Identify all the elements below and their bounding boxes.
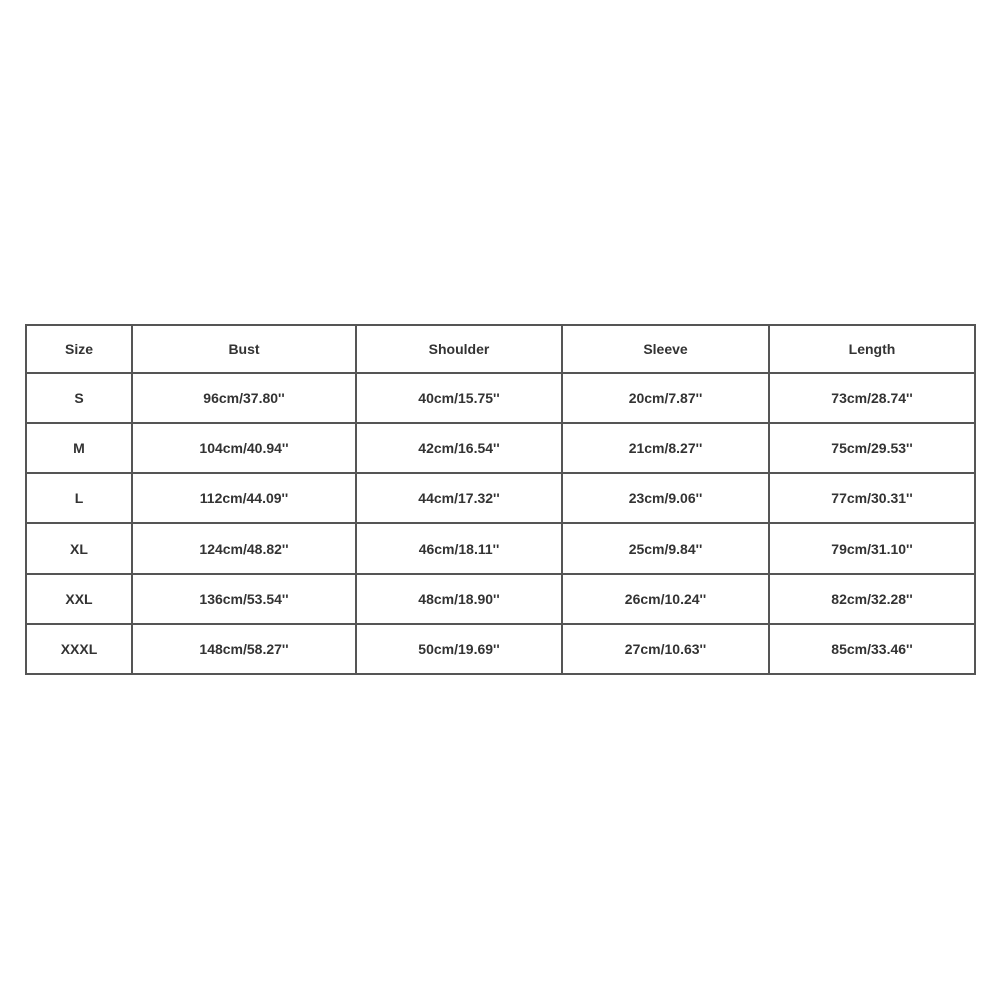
cell-shoulder: 46cm/18.11'' <box>356 523 562 573</box>
cell-bust: 96cm/37.80'' <box>132 373 356 423</box>
cell-shoulder: 48cm/18.90'' <box>356 574 562 624</box>
cell-shoulder: 42cm/16.54'' <box>356 423 562 473</box>
cell-size: XXL <box>26 574 132 624</box>
table-row <box>26 373 975 423</box>
cell-length: 75cm/29.53'' <box>769 423 975 473</box>
cell-bust: 124cm/48.82'' <box>132 523 356 573</box>
cell-bust: 136cm/53.54'' <box>132 574 356 624</box>
cell-bust: 148cm/58.27'' <box>132 624 356 674</box>
cell-size: L <box>26 473 132 523</box>
cell-size: XXXL <box>26 624 132 674</box>
cell-length: 85cm/33.46'' <box>769 624 975 674</box>
cell-size: M <box>26 423 132 473</box>
cell-shoulder: 44cm/17.32'' <box>356 473 562 523</box>
header-shoulder: Shoulder <box>356 325 562 373</box>
header-length: Length <box>769 325 975 373</box>
header-sleeve: Sleeve <box>562 325 769 373</box>
cell-length: 82cm/32.28'' <box>769 574 975 624</box>
cell-shoulder: 50cm/19.69'' <box>356 624 562 674</box>
table-row <box>26 624 975 674</box>
cell-sleeve: 25cm/9.84'' <box>562 523 769 573</box>
cell-sleeve: 23cm/9.06'' <box>562 473 769 523</box>
cell-sleeve: 20cm/7.87'' <box>562 373 769 423</box>
cell-length: 73cm/28.74'' <box>769 373 975 423</box>
table-row <box>26 574 975 624</box>
cell-sleeve: 21cm/8.27'' <box>562 423 769 473</box>
cell-sleeve: 27cm/10.63'' <box>562 624 769 674</box>
table-header-row <box>26 325 975 373</box>
table-row <box>26 523 975 573</box>
table-row <box>26 423 975 473</box>
cell-bust: 104cm/40.94'' <box>132 423 356 473</box>
cell-shoulder: 40cm/15.75'' <box>356 373 562 423</box>
header-bust: Bust <box>132 325 356 373</box>
cell-size: S <box>26 373 132 423</box>
header-size: Size <box>26 325 132 373</box>
cell-size: XL <box>26 523 132 573</box>
cell-length: 77cm/30.31'' <box>769 473 975 523</box>
cell-bust: 112cm/44.09'' <box>132 473 356 523</box>
size-chart-table <box>25 324 976 675</box>
cell-sleeve: 26cm/10.24'' <box>562 574 769 624</box>
cell-length: 79cm/31.10'' <box>769 523 975 573</box>
table-row <box>26 473 975 523</box>
